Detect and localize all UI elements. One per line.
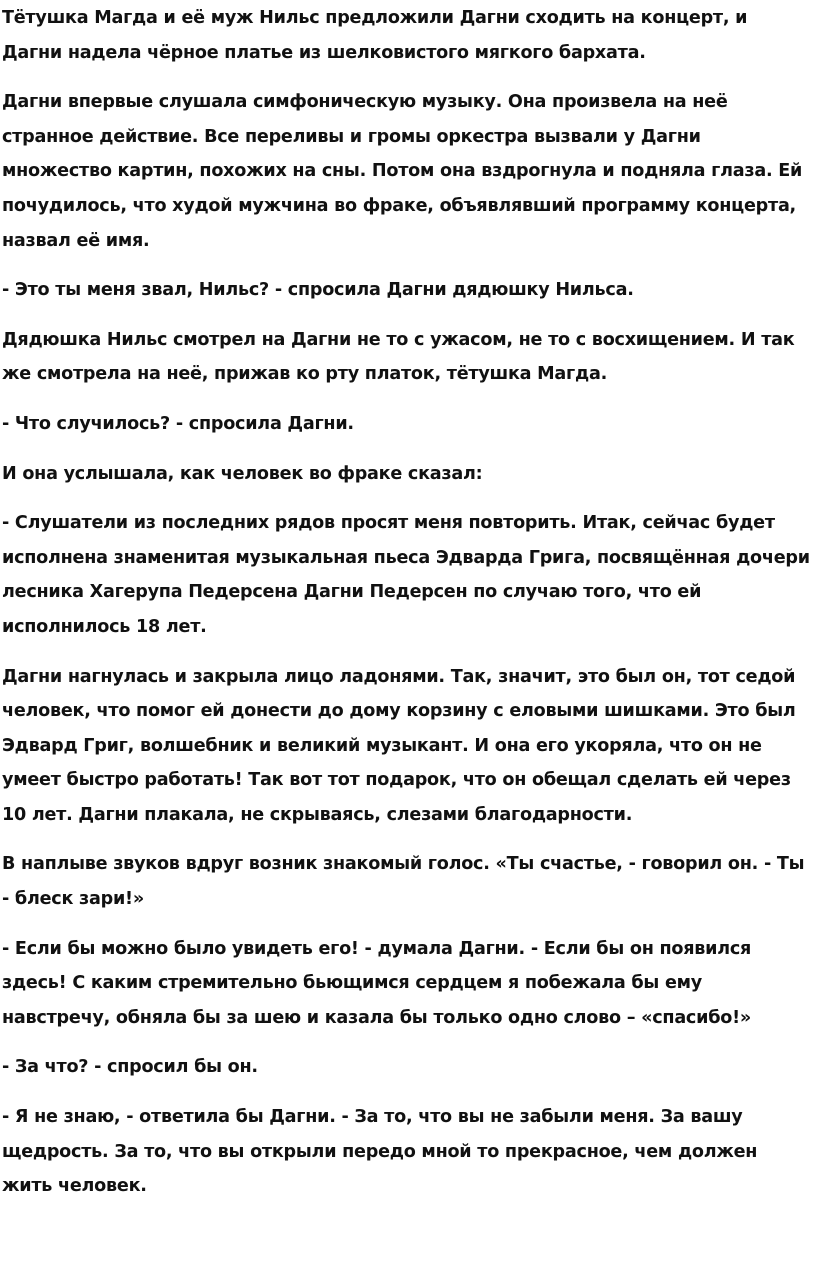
paragraph-1: Тётушка Магда и её муж Нильс предложили Дагни сходить на концерт, и Дагни надела чёрное платье из шелковистого мягкого бархата. bbox=[2, 8, 748, 63]
paragraph-12: - Я не знаю, - ответила бы Дагни. - За то, что вы не забыли меня. За вашу щедрость. За то, что вы открыли передо мной то прекрасное, чем должен жить человек. bbox=[2, 1107, 758, 1197]
paragraph-9: В наплыве звуков вдруг возник знакомый голос. «Ты счастье, - говорил он. - Ты - блеск зари!» bbox=[2, 854, 805, 910]
paragraph-5: - Что случилось? - спросила Дагни. bbox=[2, 413, 354, 434]
paragraph-2: Дагни впервые слушала симфоническую музыку. Она произвела на неё странное действие. Все переливы и громы оркестра вызвали у Дагни множество картин, похожих на сны. Потом она вздрогнула и подняла глаза. Ей почудилось, что худой мужчина во фраке, объявлявший программу концерта, назвал её имя. bbox=[2, 92, 803, 251]
paragraph-6: И она услышала, как человек во фраке сказал: bbox=[2, 463, 483, 484]
paragraph-8: Дагни нагнулась и закрыла лицо ладонями. Так, значит, это был он, тот седой человек, что помог ей донести до дому корзину с еловыми шишками. Это был Эдвард Григ, волшебник и великий музыкант. И она его укоряла, что он не умеет быстро работать! Так вот тот подарок, что он обещал сделать ей через 10 лет. Дагни плакала, не скрываясь, слезами благодарности. bbox=[2, 666, 796, 825]
paragraph-11: - За что? - спросил бы он. bbox=[2, 1057, 258, 1078]
paragraph-7: - Слушатели из последних рядов просят меня повторить. Итак, сейчас будет исполнена знаменитая музыкальная пьеса Эдварда Грига, посвящённая дочери лесника Хагерупа Педерсена Дагни Педерсен по случаю того, что ей исполнилось 18 лет. bbox=[2, 513, 810, 637]
paragraph-3: - Это ты меня звал, Нильс? - спросила Дагни дядюшку Нильса. bbox=[2, 280, 634, 301]
paragraph-10: - Если бы можно было увидеть его! - думала Дагни. - Если бы он появился здесь! С каким стремительно бьющимся сердцем я побежала бы ему навстречу, обняла бы за шею и казала бы только одно слово – «спасибо!» bbox=[2, 938, 752, 1028]
paragraph-4: Дядюшка Нильс смотрел на Дагни не то с ужасом, не то с восхищением. И так же смотрела на неё, прижав ко рту платок, тётушка Магда. bbox=[2, 329, 795, 385]
